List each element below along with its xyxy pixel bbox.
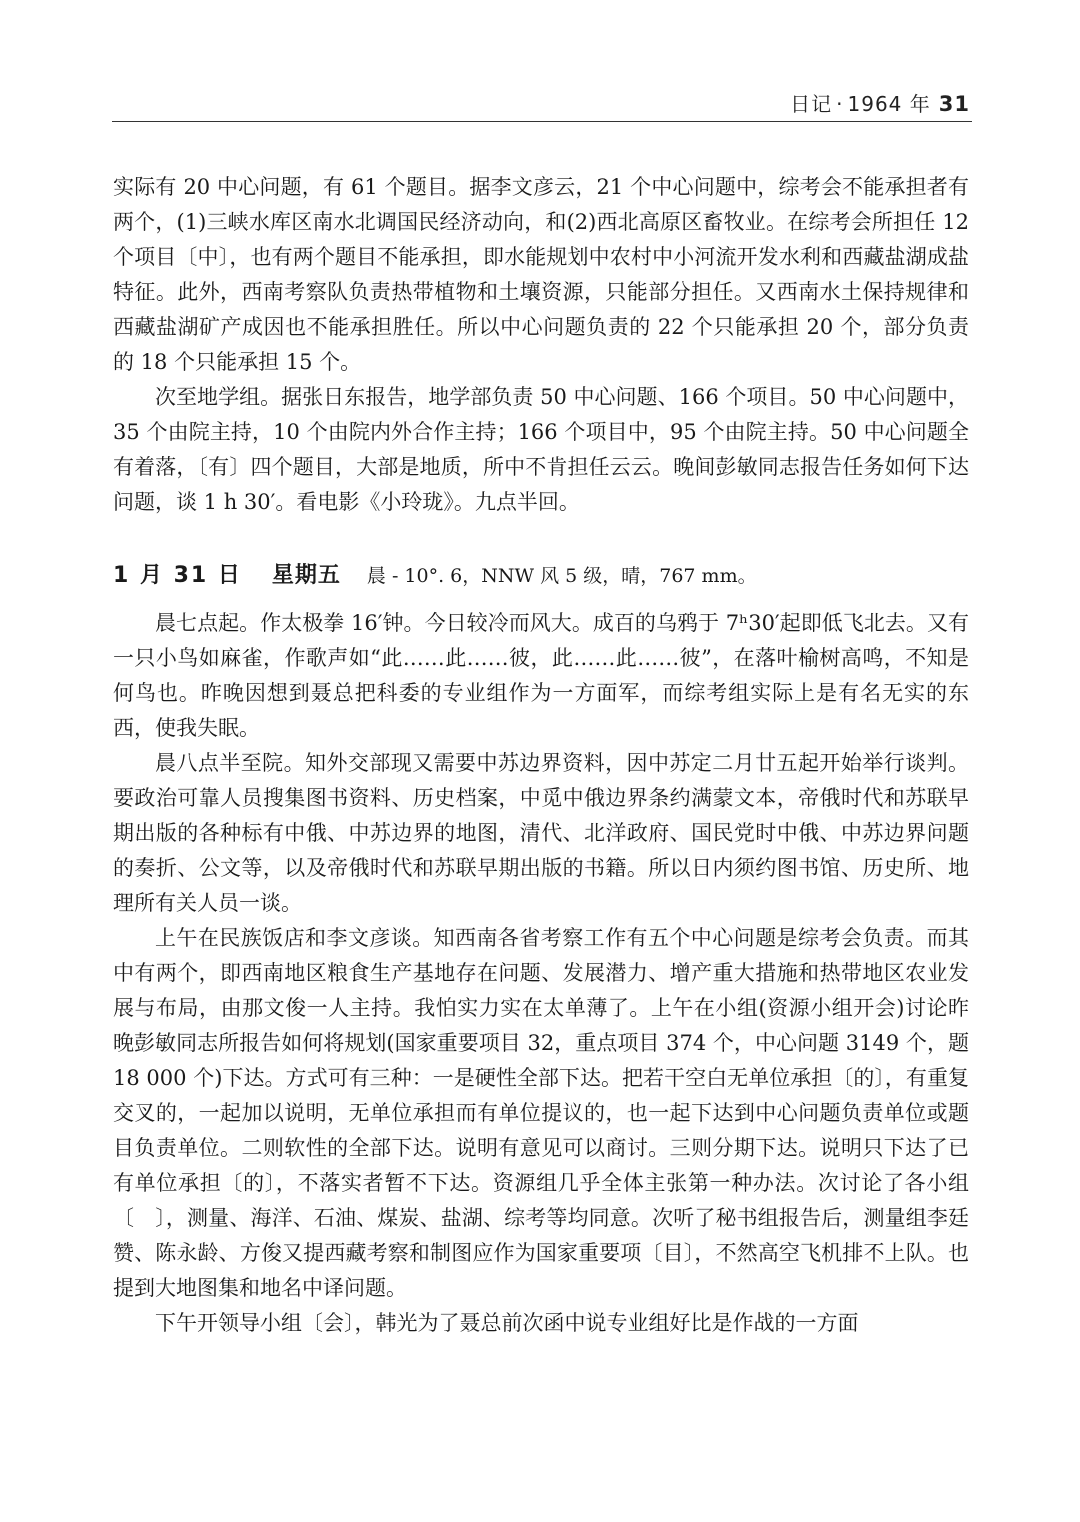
paragraph-4: 晨八点半至院。知外交部现又需要中苏边界资料，因中苏定二月廿五起开始举行谈判。要政治可靠人员搜集图书资料、历史档案，中觅中俄边界条约满蒙文本，帝俄时代和苏联早期出版的各种标有中俄、中苏边界的地图，清代、北洋政府、国民党时中俄、中苏边界问题的奏折、公文等，以及帝俄时代和苏联早期出版的书籍。所以日内须约图书馆、历史所、地理所有关人员一谈。	[113, 751, 969, 915]
diary-entry-heading	[113, 558, 969, 594]
paragraph-6: 下午开领导小组〔会〕，韩光为了聂总前次函中说专业组好比是作战的一方面	[155, 1311, 859, 1335]
paragraph-1: 实际有 20 中心问题，有 61 个题目。据李文彦云，21 个中心问题中，综考会不能承担者有两个，(1)三峡水库区南水北调国民经济动向，和(2)西北高原区畜牧业。在综考会所担任 12 个项目〔中〕，也有两个题目不能承担，即水能规划中农村中小河流开发水利和西藏盐湖成盐特征。此外，西南考察队负责热带植物和土壤资源，只能部分担任。又西南水土保持规律和西藏盐湖矿产成因也不能承担胜任。所以中心问题负责的 22 个只能承担 20 个，部分负责的 18 个只能承担 15 个。	[113, 175, 969, 374]
header-rule	[112, 121, 972, 122]
entry-weather: 晨 - 10°. 6，NNW 风 5 级，晴，767 mm。	[366, 565, 757, 587]
running-head-separator: ·	[836, 92, 844, 116]
running-head-year: 1964 年	[847, 92, 931, 116]
paragraph-2: 次至地学组。据张日东报告，地学部负责 50 中心问题、166 个项目。50 中心问题中，35 个由院主持，10 个由院内外合作主持；166 个项目中，95 个由院主持。50 中心问题全有着落，〔有〕四个题目，大部是地质，所中不肯担任云云。晚间彭敏同志报告任务如何下达问题，谈 1 h 30′。看电影《小玲珑》。九点半回。	[113, 385, 969, 514]
entry-weekday: 星期五	[271, 563, 341, 588]
running-head	[790, 88, 970, 117]
running-head-label: 日记	[790, 92, 833, 116]
page-number: 31	[938, 92, 970, 116]
paragraph-5: 上午在民族饭店和李文彦谈。知西南各省考察工作有五个中心问题是综考会负责。而其中有两个，即西南地区粮食生产基地存在问题、发展潜力、增产重大措施和热带地区农业发展与布局，由那文俊一人主持。我怕实力实在太单薄了。上午在小组(资源小组开会)讨论昨晚彭敏同志所报告如何将规划(国家重要项目 32，重点项目 374 个，中心问题 3149 个，题 18 000 个)下达。方式可有三种：一是硬性全部下达。把若干空白无单位承担〔的〕，有重复交叉的，一起加以说明，无单位承担而有单位提议的，也一起下达到中心问题负责单位或题目负责单位。二则软性的全部下达。说明有意见可以商讨。三则分期下达。说明只下达了已有单位承担〔的〕，不落实者暂不下达。资源组几乎全体主张第一种办法。次讨论了各小组〔 〕，测量、海洋、石油、煤炭、盐湖、综考等均同意。次听了秘书组报告后，测量组李廷赞、陈永龄、方俊又提西藏考察和制图应作为国家重要项〔目〕，不然高空飞机排不上队。也提到大地图集和地名中译问题。	[113, 926, 969, 1300]
paragraph-3: 晨七点起。作太极拳 16′钟。今日较冷而风大。成百的乌鸦于 7ʰ30′起即低飞北去。又有一只小鸟如麻雀，作歌声如“此……此……彼，此……此……彼”，在落叶榆树高鸣，不知是何鸟也。昨晚因想到聂总把科委的专业组作为一方面军，而综考组实际上是有名无实的东西，使我失眠。	[113, 611, 969, 740]
page-body	[113, 170, 969, 1341]
entry-date: 1 月 31 日	[113, 563, 242, 588]
